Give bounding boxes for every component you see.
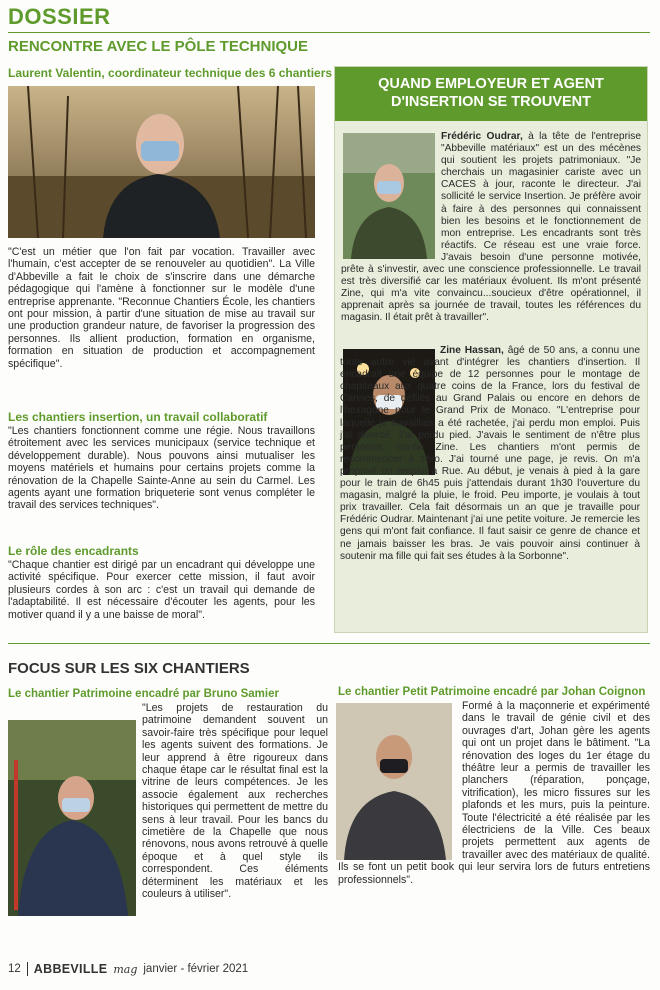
patrimoine-text: "Les projets de restauration du patrimoine demandent souvent un savoir-faire très spécifique pour lequel les agents suivent des formations. Je leur apprend à être rigoureux dans chaque étape car le résultat final est la vitrine de leurs compétences. Je les associe également aux recherches historiques qui permettent de mettre du sens à leur travail. Pour les bancs du cimetière de la Chapelle que nous rénovons, nous avons retrouvé à quelle époque et à quel style ils correspondent. Ces éléments déterminent les matériaux et les couleurs à utiliser".: [142, 702, 328, 901]
petit-patrimoine-subheading: Le chantier Petit Patrimoine encadré par Johan Coignon: [338, 686, 646, 698]
sidebar-title-line1: QUAND EMPLOYEUR ET AGENT: [378, 76, 604, 92]
employer-testimony: à la tête de l'entreprise "Abbeville matériaux" est un des mécènes qui soutient les projets patrimoniaux. "Je cherchais un magasinier cariste avec un CACES à jour, raconte le directeur. J'ai sollicité le service Insertion. Je préfère avoir à faire à des personnes qui connaissent bien les besoins et le fonctionnement de mon entreprise. Les encadrants sont très réactifs. Ce réseau est une vraie force. J'avais besoin d'une personne motivée, prête à s'investir, avec une conscience professionnelle. Le travail est très diversifié car les matériaux évoluent. Ils m'ont présenté Zine, qui m'a vite convaincu...soucieux d'être opérationnel, il apprenait après sa journée de travail, toutes les références du magasin. Il était prêt à travailler".: [341, 131, 641, 324]
employer-text: [341, 131, 641, 325]
header-divider: [8, 32, 650, 33]
page-number: 12: [8, 963, 21, 975]
petit-patrimoine-text: Formé à la maçonnerie et expérimenté dans le travail de génie civil et des ouvrages d'art, Johan gère les agents qui ont un projet dans le bâtiment. "La rénovation des loges du 1er étage du théâtre leur a permis de travailler les planchers (réparation, ponçage, vitrification), les micro fissures sur les plafonds et les murs, puis la peinture. Toute l'électricité a été réalisée par les électriciens de la Ville. Ces beaux projets permettent aux agents de travailler avec des matériaux de qualité. Ils se font un petit book qui leur servira lors de futurs entretiens professionnels".: [338, 700, 650, 886]
agent-testimony: âgé de 50 ans, a connu une toute autre vie avant d'intégrer les chantiers d'insertion. Il encadrait une équipe de 12 personnes pour le montage de chapiteaux aux quatre coins de la France, lors du festival de Cannes, de défilés au Grand Palais ou encore en dehors de l'hexagone pour le Grand Prix de Monaco. "L'entreprise pour laquelle je travaillais a été rachetée, j'ai perdu mon emploi. Puis j'ai divorcé. J'ai perdu pied. J'avais le sentiment de n'être plus personne, confie Zine. Les chantiers m'ont permis de recommencer à zéro. J'ai tourné une page, je revis. On m'a proposé un emploi à Rue. Au début, je venais à pied à la gare pour le train de 6h45 puis j'attendais durant 1h30 l'ouverture du magasin, malgré la pluie, le froid. Peu importe, je voulais à tout prix travailler. Cela fait désormais un an que je travaille pour Frédéric Oudrar. Maintenant j'ai une petite voiture. Je remercie les gens qui m'ont fait confiance. Il faut saisir ce genre de chance et ne jamais baisser les bras. Je vais pouvoir ainsi continuer à soutenir ma fille qui fait ses études à la Sorbonne".: [340, 345, 640, 562]
encadrants-paragraph: "Chaque chantier est dirigé par un encadrant qui développe une activité spécifique. Pour exercer cette mission, il faut avoir plusieurs cordes à son arc : c'est un travail qui demande de l'adaptabilité. Il est nécessaire d'écouter les agents, pour les motiver quand il y a une baisse de moral".: [8, 559, 315, 621]
agent-name: Zine Hassan,: [440, 345, 504, 356]
sidebar-title: [335, 67, 647, 121]
magazine-brand: ABBEVILLE: [33, 962, 108, 976]
rubric-title: DOSSIER: [8, 4, 111, 29]
employer-name: Frédéric Oudrar,: [441, 131, 523, 142]
collaboratif-paragraph: "Les chantiers fonctionnent comme une régie. Nous travaillons étroitement avec les services municipaux (service technique et développement durable). Nous pouvons ainsi mutualiser les moyens matériels et humains pour certains projets comme la rénovation de la Chapelle Sainte-Anne au sein du Carmel. Les agents ayant une formation briqueterie sont venus compléter le travail des services techniques".: [8, 425, 315, 512]
subheading-encadrants: Le rôle des encadrants: [8, 544, 139, 558]
subheading-collaboratif: Les chantiers insertion, un travail collaboratif: [8, 410, 268, 424]
photo-caption: Laurent Valentin, coordinateur technique des 6 chantiers: [8, 66, 333, 80]
agent-text: [340, 345, 640, 563]
section-title: RENCONTRE AVEC LE PÔLE TECHNIQUE: [8, 38, 309, 55]
intro-paragraph: "C'est un métier que l'on fait par vocation. Travailler avec l'humain, c'est accepter de se renouveler au quotidien". La Ville d'Abbeville a fait le choix de s'inscrire dans une démarche pédagogique qui l'amène à fonctionner sur le modèle d'une entreprise apprenante. "Reconnue Chantiers École, les chantiers ont pour mission, à partir d'une situation de mise au travail sur une production grandeur nature, de favoriser la progression des personnes. Ils allient production, formation en organisme, formation en situation de production et accompagnement spécifique".: [8, 246, 315, 370]
footer-separator: [27, 962, 28, 976]
coordinator-photo: [8, 86, 315, 238]
patrimoine-subheading: Le chantier Patrimoine encadré par Bruno Samier: [8, 688, 279, 700]
focus-divider: [8, 643, 650, 644]
page-footer: [8, 962, 248, 976]
focus-title: FOCUS SUR LES SIX CHANTIERS: [8, 660, 250, 677]
magazine-mag: mag: [113, 962, 138, 976]
sidebar-title-line2: D'INSERTION SE TROUVENT: [390, 94, 592, 110]
issue-date: janvier - février 2021: [143, 963, 249, 975]
